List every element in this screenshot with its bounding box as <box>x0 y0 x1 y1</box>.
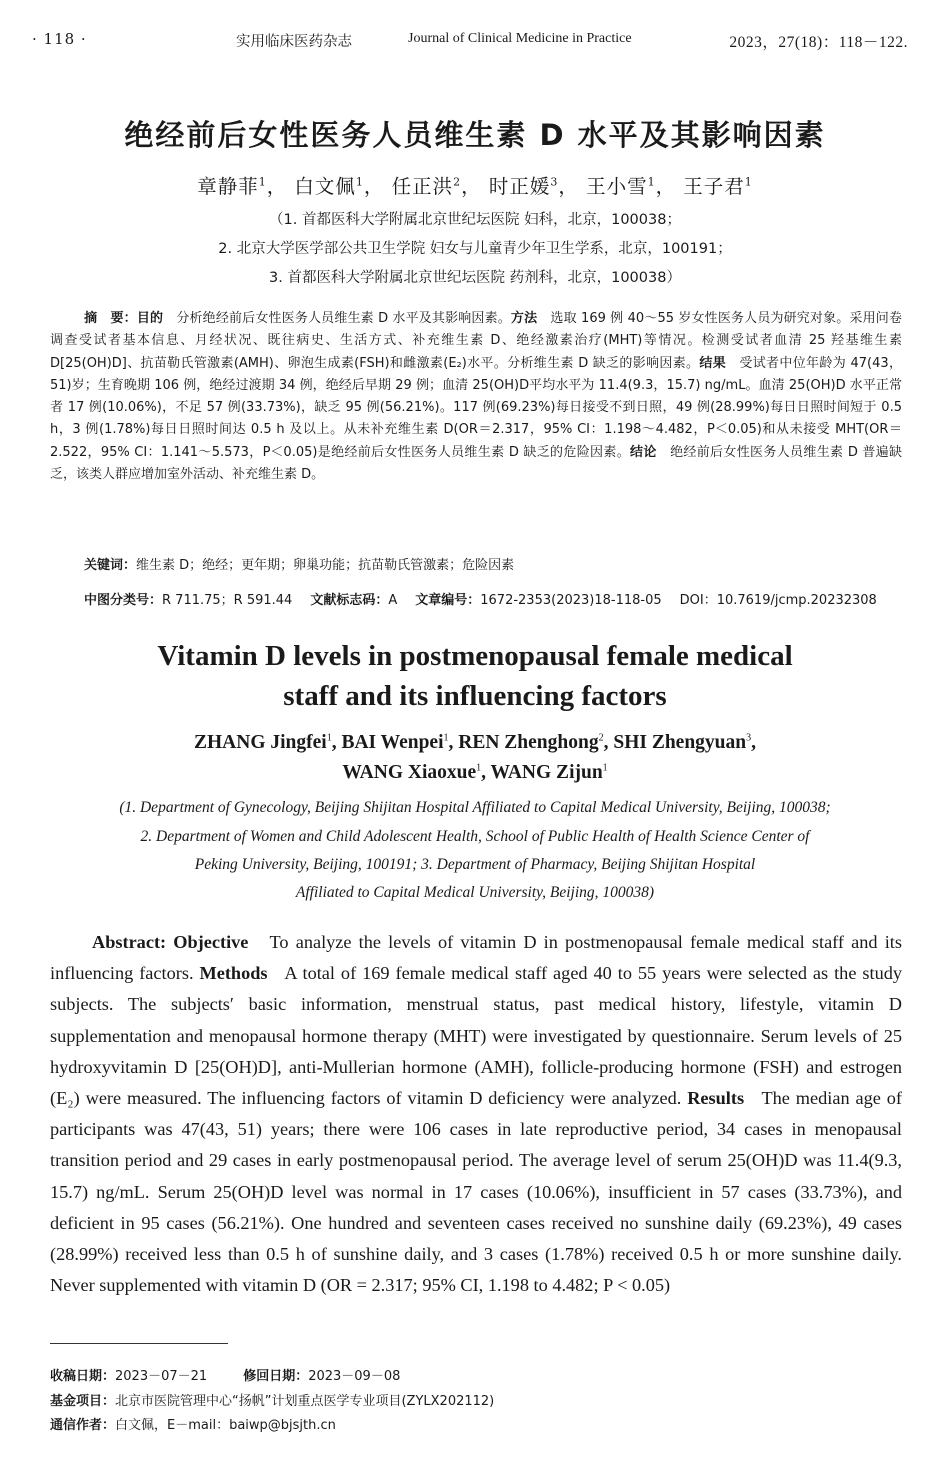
results-en-label: Results <box>687 1088 745 1109</box>
author-sup: 1 <box>744 175 753 189</box>
title-en-line: staff and its influencing factors <box>283 680 667 712</box>
results-cn-label: 结果 <box>699 355 727 371</box>
corresponding-author: 白文佩，E－mail：baiwp@bjsjth.cn <box>115 1418 336 1433</box>
author-sup: 2 <box>598 732 604 744</box>
author-cn: 章静菲 <box>197 175 259 198</box>
doi: DOI：10.7619/jcmp.20232308 <box>679 593 877 608</box>
clc-label: 中图分类号： <box>84 593 163 608</box>
affiliation-en: Affiliated to Capital Medical University, Beijing, 100038) <box>295 884 655 901</box>
methods-en: A total of 169 female medical staff aged 40 to 55 years were selected as the study subjects. The subjects′ basic information, menstrual status, past medical history, lifestyle, vitamin D supplementation and menopausal hormone therapy (MHT) were investigated by questionnaire. Serum levels of 25 hydroxyvitamin D [25(OH)D], anti-Mullerian hormone (AMH), follicle-producing hormone (FSH) and estrogen (E₂) were measured. The influencing factors of vitamin D deficiency were analyzed. <box>50 963 903 1109</box>
author-sup: 1 <box>476 762 482 774</box>
title-en-line: Vitamin D levels in postmenopausal female medical <box>157 640 793 672</box>
title-en <box>0 636 950 716</box>
article-number: 1672-2353(2023)18-118-05 <box>480 593 662 608</box>
author-en: SHI Zhengyuan <box>613 732 747 753</box>
methods-en-label: Methods <box>199 963 268 984</box>
running-header <box>0 30 950 54</box>
revised-date: 2023－09－08 <box>308 1369 401 1384</box>
abstract-cn-label: 摘 要： <box>84 311 137 326</box>
article-number-label: 文章编号： <box>415 593 481 608</box>
author-en: WANG Zijun <box>490 762 603 783</box>
corresponding-label: 通信作者： <box>50 1418 116 1433</box>
objective-en-label: Objective <box>173 932 249 952</box>
abstract-en <box>50 927 902 1301</box>
fund-label: 基金项目： <box>50 1394 116 1409</box>
affiliation-en: (1. Department of Gynecology, Beijing Shijitan Hospital Affiliated to Capital Medical University, Beijing, 100038; <box>119 799 831 816</box>
classification-line <box>84 589 877 608</box>
author-en: ZHANG Jingfei <box>193 732 327 753</box>
affiliation-en: Peking University, Beijing, 100191; 3. Department of Pharmacy, Beijing Shijitan Hospital <box>194 856 756 873</box>
footnote-fund <box>50 1390 494 1409</box>
results-cn: 受试者中位年龄为 47(43，51)岁；生育晚期 106 例，绝经过渡期 34 例，绝经后早期 29 例；血清 25(OH)D平均水平为 11.4(9.3，15.7) ng/mL。血清 25(OH)D 水平正常者 17 例(10.06%)，不足 57 例(33.73%)，缺乏 95 例(56.21%)。117 例(69.23%)每日接受不到日照，49 例(28.99%)每日日照时间短于 0.5 h，3 例(1.78%)每日日照时间达 0.5 h 及以上。从未补充维生素 D(OR＝2.317，95% CI：1.198～4.482，P＜0.05)和从未接受 MHT(OR＝2.522，95% CI：1.141～5.573，P＜0.05)是绝经前后女性医务人员维生素 D 缺乏的危险因素。 <box>50 355 902 460</box>
received-label: 收稿日期： <box>50 1369 116 1384</box>
conclusion-cn: 绝经前后女性医务人员维生素 D 普遍缺乏，该类人群应增加室外活动、补充维生素 D。 <box>50 444 902 483</box>
doc-code-label: 文献标志码： <box>310 593 389 608</box>
author-sup: 3 <box>746 732 752 744</box>
author-sup: 1 <box>602 762 608 774</box>
footnote-dates <box>50 1365 400 1384</box>
methods-cn: 选取 169 例 40～55 岁女性医务人员为研究对象。采用问卷调查受试者基本信息、月经状况、既往病史、生活方式、补充维生素 D、绝经激素治疗(MHT)等情况。检测受试者血清 25 羟基维生素 D[25(OH)D]、抗苗勒氏管激素(AMH)、卵泡生成素(FSH)和雌激素(E₂)水平。分析维生素 D 缺乏的影响因素。 <box>50 311 902 371</box>
author-en: REN Zhenghong <box>458 732 599 753</box>
author-cn: 时正媛 <box>488 175 551 198</box>
author-sup: 2 <box>453 175 462 189</box>
authors-en-line1: ZHANG Jingfei$^1$, BAI Wenpei$^1$, REN Zhenghong$^2$, SHI Zhengyuan$^3$, <box>193 732 756 753</box>
keywords-cn <box>84 554 514 573</box>
author-cn: 王小雪 <box>586 175 648 198</box>
author-sup: 1 <box>443 732 449 744</box>
journal-name-cn: 实用临床医药杂志 <box>236 34 352 50</box>
author-cn: 白文佩 <box>294 175 356 198</box>
affiliation-cn: 3. 首都医科大学附属北京世纪坛医院 药剂科，北京，100038） <box>269 270 681 286</box>
author-en: BAI Wenpei <box>341 732 444 753</box>
revised-label: 修回日期： <box>243 1369 309 1384</box>
author-sup: 1 <box>258 175 267 189</box>
methods-cn-label: 方法 <box>510 311 538 326</box>
author-en: WANG Xiaoxue <box>342 762 477 783</box>
affiliation-cn: 2. 北京大学医学部公共卫生学院 妇女与儿童青少年卫生学系，北京，100191； <box>218 241 732 257</box>
fund-text: 北京市医院管理中心“扬帆”计划重点医学专业项目(ZYLX202112) <box>115 1394 495 1409</box>
objective-en: To analyze the levels of vitamin D in postmenopausal female medical staff and its influencing factors. <box>50 932 902 984</box>
footnote-divider <box>50 1343 228 1344</box>
objective-cn-label: 目的 <box>136 311 164 326</box>
author-sup: 3 <box>550 175 559 189</box>
author-sup: 1 <box>647 175 656 189</box>
title-cn: 绝经前后女性医务人员维生素 D 水平及其影响因素 <box>124 118 826 152</box>
keywords-cn-label: 关键词： <box>84 558 137 573</box>
page-number: · 118 · <box>32 30 87 48</box>
clc-number: R 711.75；R 591.44 <box>162 593 293 608</box>
conclusion-cn-label: 结论 <box>630 444 657 460</box>
objective-cn: 分析绝经前后女性医务人员维生素 D 水平及其影响因素。 <box>176 311 511 326</box>
abstract-cn <box>50 308 902 486</box>
doc-code: A <box>388 593 398 608</box>
affiliation-en: 2. Department of Women and Child Adolescent Health, School of Public Health of Health Science Center of <box>140 828 810 845</box>
authors-en-line2: WANG Xiaoxue$^1$, WANG Zijun$^1$ <box>342 762 608 783</box>
received-date: 2023－07－21 <box>115 1369 208 1384</box>
author-sup: 1 <box>355 175 364 189</box>
author-sup: 1 <box>326 732 332 744</box>
keywords-cn-text: 维生素 D；绝经；更年期；卵巢功能；抗苗勒氏管激素；危险因素 <box>136 558 515 573</box>
results-en: The median age of participants was 47(43, 51) years; there were 106 cases in late reproductive period, 34 cases in menopausal transition period and 29 cases in early postmenopausal period. The average level of serum 25(OH)D was 11.4(9.3, 15.7) ng/mL. Serum 25(OH)D level was normal in 17 cases (10.06%), insufficient in 57 cases (33.73%), and deficient in 95 cases (56.21%). One hundred and seventeen cases received no sunshine daily (69.23%), 49 cases (28.99%) received less than 0.5 h of sunshine daily, and 3 cases (1.78%) received 0.5 h or more sunshine daily. Never supplemented with vitamin D (OR = 2.317; 95% CI, 1.198 to 4.482; P < 0.05) <box>50 1088 902 1296</box>
citation: 2023，27(18)：118－122. <box>729 34 908 51</box>
journal-name-en: Journal of Clinical Medicine in Practice <box>408 31 632 46</box>
abstract-en-label: Abstract: <box>92 932 167 952</box>
author-cn: 王子君 <box>683 175 745 198</box>
affiliation-cn: （1. 首都医科大学附属北京世纪坛医院 妇科，北京，100038； <box>269 212 681 228</box>
authors-cn: 章静菲$^1$， 白文佩$^1$， 任正洪$^2$， 时正媛$^3$， 王小雪$^1$， 王子君$^1$ <box>197 175 753 198</box>
footnote-corresponding <box>50 1414 336 1433</box>
author-cn: 任正洪 <box>391 175 454 198</box>
